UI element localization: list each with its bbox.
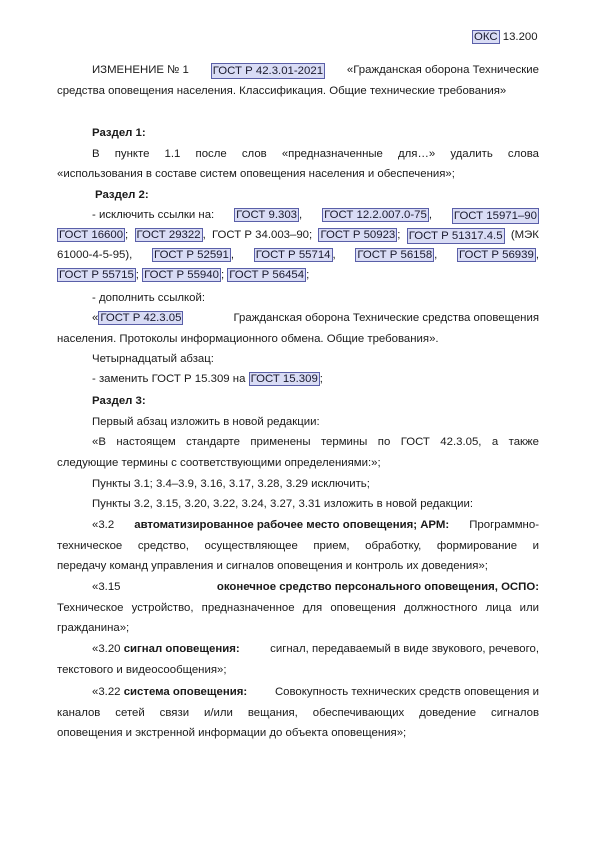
- section-1-heading: Раздел 1:: [92, 127, 146, 139]
- add-reference-line1: « ГОСТ Р 42.3.05 Гражданская оборона Технические средства оповещения: [92, 312, 539, 324]
- gost-link[interactable]: ГОСТ Р 55715: [59, 269, 134, 281]
- gost-link-added[interactable]: ГОСТ Р 42.3.05: [100, 312, 182, 324]
- exclude-links-line1: - исключить ссылки на: ГОСТ 9.303 , ГОСТ 12.2.007.0-75 , ГОСТ 15971–90: [92, 209, 537, 222]
- term-3-15-line3: гражданина»;: [57, 622, 130, 634]
- term-3-2-line2: техническое средство, осуществляющее прием, обработку, формирование и: [57, 540, 539, 552]
- term-number: «3.22: [92, 686, 121, 698]
- gost-link[interactable]: ГОСТ 12.2.007.0-75: [324, 209, 427, 221]
- term-def-start: Совокупность технических средств оповещения и: [274, 686, 539, 698]
- para-14-label: Четырнадцатый абзац:: [92, 353, 214, 365]
- term-name: автоматизированное рабочее место оповещения; АРМ:: [134, 519, 450, 531]
- exclude-links-line2: ГОСТ 16600 ; ГОСТ 29322 , ГОСТ Р 34.003–90; ГОСТ Р 50923 ; ГОСТ Р 51317.4.5 (МЭК: [59, 229, 539, 242]
- term-3-22-line3: оповещения и экстренной информации до объекта оповещения»;: [57, 727, 407, 739]
- gost-link[interactable]: ГОСТ Р 56939: [459, 249, 534, 261]
- section-3-heading: Раздел 3:: [92, 395, 146, 407]
- add-reference-intro: - дополнить ссылкой:: [92, 292, 206, 304]
- section-3-quote-1: «В настоящем стандарте применены термины по ГОСТ 42.3.05, а также: [92, 436, 539, 448]
- replace-text: - заменить ГОСТ Р 15.309 на: [92, 373, 246, 385]
- amendment-title-line1: [92, 63, 539, 79]
- term-name: система оповещения:: [123, 686, 248, 698]
- oks-classification: [472, 30, 538, 44]
- amendment-title-line2: средства оповещения населения. Классификация. Общие технические требования»: [57, 85, 507, 97]
- term-number: «3.2: [92, 519, 115, 531]
- gost-link[interactable]: ГОСТ Р 55714: [255, 249, 331, 261]
- term-number: «3.20: [92, 643, 121, 655]
- add-reference-line2: населения. Протоколы информационного обмена. Общие требования».: [57, 333, 439, 345]
- section-3-p1: Первый абзац изложить в новой редакции:: [92, 416, 320, 428]
- section-1-text-1: В пункте 1.1 после слов «предназначенные для…» удалить слова: [92, 148, 539, 160]
- exclude-links-line3: 61000-4-5-95), ГОСТ Р 52591 , ГОСТ Р 55714 , ГОСТ Р 56158 , ГОСТ Р 56939 ,: [57, 249, 539, 261]
- term-name: оконечное средство персонального оповещения, ОСПО:: [216, 581, 539, 593]
- gost-link[interactable]: ГОСТ Р 51317.4.5: [408, 230, 503, 242]
- gost-link[interactable]: ГОСТ Р 50923: [320, 229, 396, 241]
- gost-link[interactable]: ГОСТ 16600: [59, 229, 124, 241]
- gost-link[interactable]: ГОСТ Р 56158: [357, 249, 433, 261]
- iec-open: (МЭК: [510, 229, 539, 241]
- gost-link[interactable]: ГОСТ 15971–90: [453, 210, 537, 222]
- section-3-quote-2: следующие термины с соответствующими определениями:»;: [57, 457, 381, 469]
- section-3-exclude: Пункты 3.1; 3.4–3.9, 3.16, 3.17, 3.28, 3.29 исключить;: [92, 478, 370, 490]
- term-3-15-line2: Техническое устройство, предназначенное для оповещения должностного лица или: [57, 602, 539, 614]
- term-def-start: Программно-: [469, 519, 539, 531]
- term-name: сигнал оповещения:: [123, 643, 240, 655]
- replace-line: - заменить ГОСТ Р 15.309 на ГОСТ 15.309 ;: [92, 373, 323, 385]
- gost-link[interactable]: ГОСТ Р 55940: [144, 269, 219, 281]
- term-3-20-line2: текстового и видеосообщения»;: [57, 664, 227, 676]
- section-1-text-2: «использования в составе систем оповещения населения и обеспечения»;: [57, 168, 455, 180]
- gost-link[interactable]: ГОСТ 29322: [136, 229, 201, 241]
- plain-gost: ГОСТ Р 34.003–90;: [212, 229, 313, 241]
- term-def-start: сигнал, передаваемый в виде звукового, речевого,: [270, 643, 539, 655]
- exclude-links-line4: ГОСТ Р 55715 ; ГОСТ Р 55940 ; ГОСТ Р 56454 ;: [59, 269, 310, 281]
- add-reference-text: Гражданская оборона Технические средства оповещения: [233, 312, 539, 324]
- oks-link[interactable]: ОКС: [474, 31, 498, 43]
- oks-code: 13.200: [502, 31, 538, 43]
- iec-close: 61000-4-5-95),: [57, 249, 133, 261]
- term-3-15-line1: [92, 580, 539, 594]
- term-3-2-line1: [92, 518, 539, 532]
- gost-link[interactable]: ГОСТ Р 56454: [229, 269, 305, 281]
- amendment-number: ИЗМЕНЕНИЕ № 1: [92, 64, 189, 76]
- term-3-22-line2: каналов сетей связи и/или вещания, обеспечивающих доведение сигналов: [57, 707, 539, 719]
- gost-link[interactable]: ГОСТ 9.303: [236, 209, 298, 221]
- term-number: «3.15: [92, 581, 121, 593]
- section-2-heading: Раздел 2:: [95, 189, 149, 201]
- section-3-restate: Пункты 3.2, 3.15, 3.20, 3.22, 3.24, 3.27, 3.31 изложить в новой редакции:: [92, 498, 474, 510]
- term-3-22-line1: [92, 685, 539, 699]
- gost-link[interactable]: ГОСТ Р 52591: [154, 249, 229, 261]
- gost-link-replacement[interactable]: ГОСТ 15.309: [250, 373, 318, 385]
- gost-link-title[interactable]: ГОСТ Р 42.3.01-2021: [212, 65, 324, 77]
- term-3-2-line3: передачу команд управления и сигналов оповещения и контроль их доведения»;: [57, 560, 488, 572]
- exclude-intro: - исключить ссылки на:: [92, 209, 215, 221]
- term-3-20-line1: [92, 642, 539, 656]
- title-text: «Гражданская оборона Технические: [346, 64, 539, 76]
